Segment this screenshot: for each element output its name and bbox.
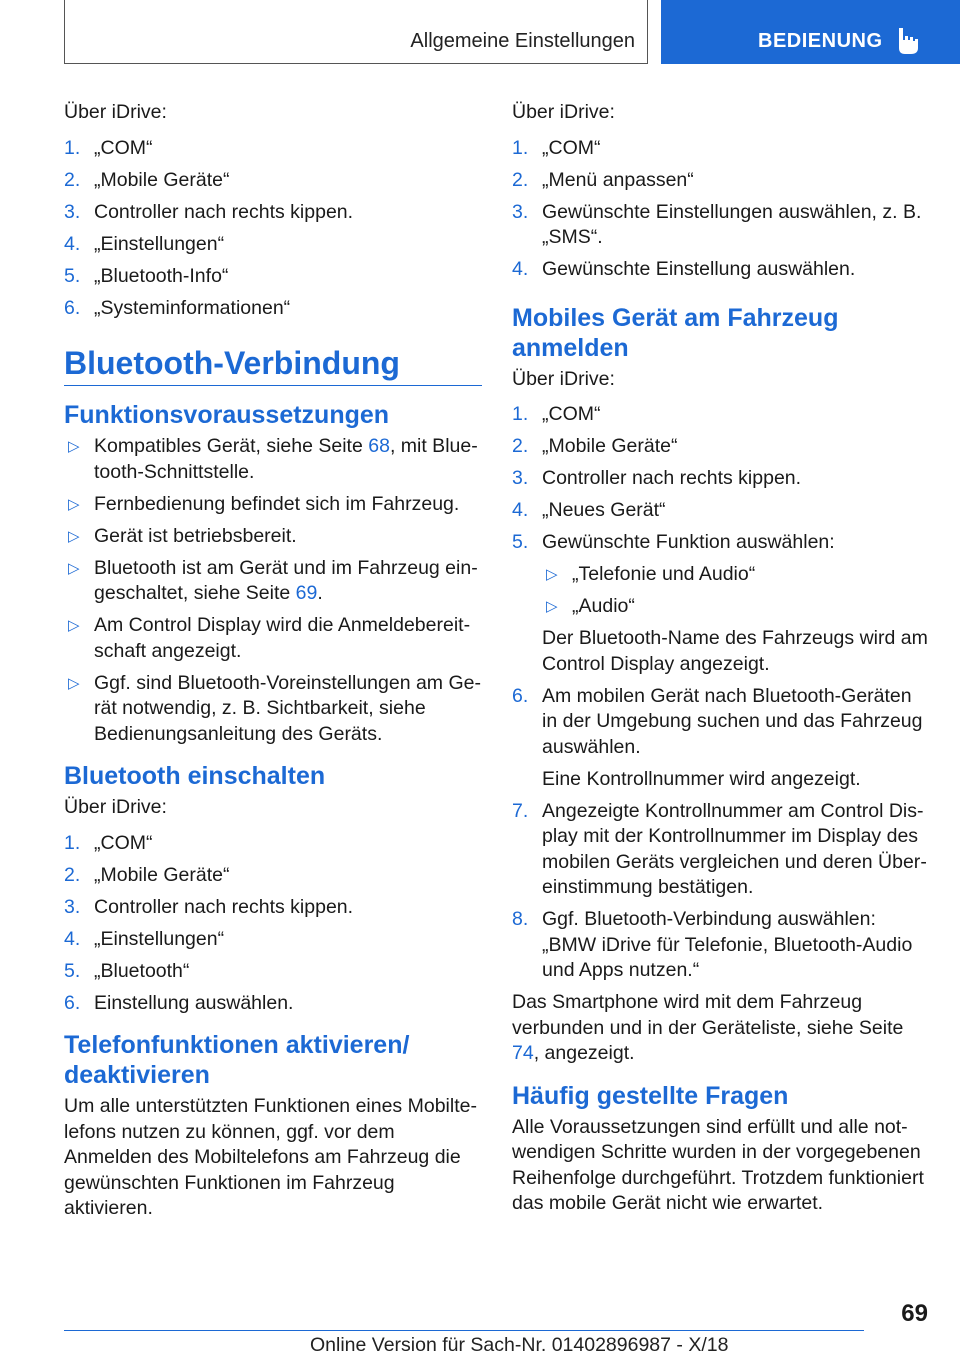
- list-item: 4. „Einstellungen“: [64, 927, 225, 950]
- list-item: ▷ Fernbedienung befindet sich im Fahrzeug.: [64, 492, 482, 518]
- page-link[interactable]: 74: [512, 1042, 534, 1064]
- intro-text: Über iDrive:: [512, 367, 615, 390]
- list-item: 1. „COM“: [512, 403, 601, 425]
- list-item: 5. „Bluetooth“: [64, 959, 190, 982]
- list-item: ▷ „Audio“: [542, 594, 930, 620]
- list-item: 6. „Systeminformationen“: [64, 296, 291, 319]
- intro-text: Über iDrive:: [512, 101, 615, 123]
- triangle-bullet-icon: ▷: [68, 674, 80, 692]
- sub-options-list: [542, 562, 930, 620]
- list-item: 1. „COM“: [512, 136, 601, 159]
- paragraph: Alle Voraussetzungen sind erfüllt und alle notwendigen Schritte wurden in der vorgegebenen Reihenfolge durchgeführt. Trotzdem funktioniert das mobile Gerät nicht wie erwartet.: [512, 1115, 924, 1214]
- right-column: [512, 100, 930, 1217]
- chapter-heading: Bluetooth-Verbindung: [64, 343, 482, 386]
- header-chapter-title: BEDIENUNG: [758, 30, 883, 52]
- pointing-hand-icon: [893, 26, 921, 56]
- steps-list: [512, 402, 930, 984]
- list-item: 2. „Mobile Geräte“: [512, 435, 678, 457]
- footer-divider: [64, 1330, 864, 1331]
- list-item: 4. Gewünschte Einstellung auswählen.: [512, 258, 856, 280]
- list-item: 1. „COM“: [64, 136, 153, 159]
- paragraph: Das Smartphone wird mit dem Fahrzeug verbunden und in der Geräteliste, siehe Seite 74, angezeigt.: [512, 991, 904, 1064]
- section-heading: Häufig gestellte Fragen: [512, 1081, 789, 1110]
- header-section-title: Allgemeine Einstellungen: [410, 30, 635, 52]
- step-note: Eine Kontrollnummer wird angezeigt.: [542, 767, 861, 790]
- triangle-bullet-icon: ▷: [68, 495, 80, 513]
- list-item: ▷ „Telefonie und Audio“: [542, 562, 930, 588]
- steps-list: [512, 136, 930, 283]
- list-item: 2. „Mobile Geräte“: [64, 863, 230, 886]
- triangle-bullet-icon: ▷: [68, 617, 80, 634]
- triangle-bullet-icon: ▷: [546, 598, 558, 615]
- list-item: 6. Am mobilen Gerät nach Bluetooth-Geräten in der Umgebung suchen und das Fahrzeug auswählen. Eine Kontrollnummer wird angezeigt.: [512, 684, 930, 793]
- triangle-bullet-icon: ▷: [68, 559, 80, 577]
- list-item: 5. „Bluetooth-Info“: [64, 264, 229, 287]
- header-chapter-box: [661, 0, 960, 64]
- page-number: 69: [901, 1300, 928, 1327]
- list-item: 2. „Menü anpassen“: [512, 168, 694, 191]
- intro-text: Über iDrive:: [64, 796, 167, 818]
- list-item: 3. Gewünschte Einstellungen auswählen, z. B. „SMS“.: [512, 200, 922, 248]
- list-item: 8. Ggf. Bluetooth-Verbindung auswählen: „BMW iDrive für Telefonie, Bluetooth-Audio und Apps nutzen.“: [512, 908, 913, 981]
- list-item: 7. Angezeigte Kontrollnummer am Control Display mit der Kontrollnummer im Display des mobilen Geräts vergleichen und deren Übereinstimmung bestätigen.: [512, 799, 927, 898]
- list-item: 4. „Einstellungen“: [64, 232, 225, 255]
- page-link[interactable]: 68: [368, 435, 390, 457]
- steps-list: [64, 831, 482, 1017]
- list-item: ▷ Bluetooth ist am Gerät und im Fahrzeug eingeschaltet, siehe Seite 69.: [68, 556, 478, 604]
- header-section-box: [64, 0, 648, 64]
- triangle-bullet-icon: ▷: [546, 566, 558, 583]
- list-item: ▷ Kompatibles Gerät, siehe Seite 68, mit Bluetooth-Schnittstelle.: [68, 435, 478, 483]
- section-heading: Bluetooth einschalten: [64, 762, 326, 790]
- section-heading: Telefonfunktionen aktivieren/ deaktivieren: [64, 1031, 410, 1089]
- list-item: 2. „Mobile Geräte“: [64, 168, 230, 191]
- section-heading: Funktionsvoraussetzungen: [64, 401, 390, 429]
- section-heading: Mobiles Gerät am Fahrzeug anmelden: [512, 303, 839, 362]
- list-item: 5. Gewünschte Funktion auswählen: ▷ „Telefonie und Audio“ ▷ „Audio“ Der Bluetooth-Name des Fahrzeugs wird am Control Display angezeigt.: [512, 530, 930, 677]
- intro-text: Über iDrive:: [64, 101, 167, 123]
- list-item: 6. Einstellung auswählen.: [64, 991, 294, 1014]
- list-item: 3. Controller nach rechts kippen.: [64, 895, 354, 918]
- list-item: ▷ Ggf. sind Bluetooth-Voreinstellungen am Gerät notwendig, z. B. Sichtbarkeit, siehe Bedienungsanleitung des Geräts.: [68, 671, 481, 745]
- list-item: 3. Controller nach rechts kippen.: [512, 467, 802, 489]
- footer-text: Online Version für Sach-Nr. 01402896987 - X/18: [310, 1334, 729, 1356]
- list-item: 3. Controller nach rechts kippen.: [64, 200, 354, 223]
- triangle-bullet-icon: ▷: [68, 438, 80, 455]
- paragraph: Um alle unterstützten Funktionen eines Mobiltelefons nutzen zu können, ggf. vor dem Anmelden des Mobiltelefons am Fahrzeug die gewünschten Funktionen im Fahrzeug aktivieren.: [64, 1095, 477, 1219]
- list-item: ▷ Am Control Display wird die Anmeldebereitschaft angezeigt.: [68, 614, 471, 662]
- list-item: 4. „Neues Gerät“: [512, 499, 666, 521]
- step-note: Der Bluetooth-Name des Fahrzeugs wird am Control Display angezeigt.: [542, 627, 928, 675]
- left-column: [64, 100, 482, 1222]
- requirements-list: [64, 434, 482, 747]
- list-item: 1. „COM“: [64, 831, 153, 854]
- page-link[interactable]: 69: [295, 582, 318, 604]
- steps-list: [64, 136, 482, 322]
- triangle-bullet-icon: ▷: [68, 527, 80, 545]
- list-item: ▷ Gerät ist betriebsbereit.: [64, 524, 482, 550]
